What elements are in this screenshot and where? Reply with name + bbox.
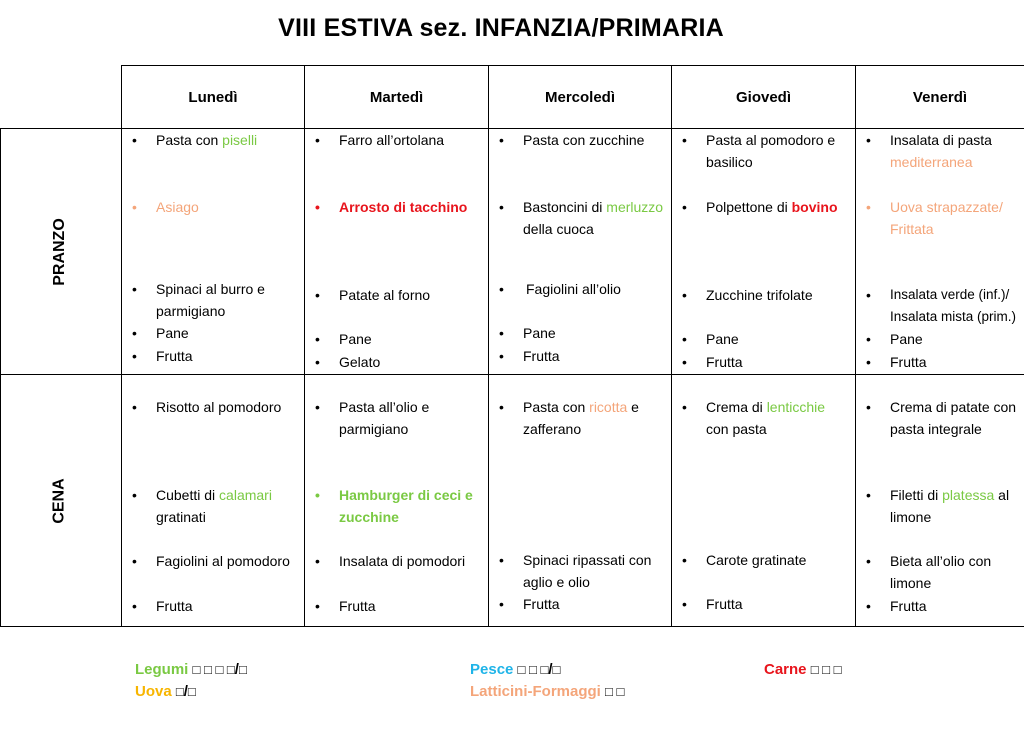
list-item: • Filetti di platessa al limone [856,484,1024,528]
list-item: • Pasta al pomodoro e basilico [672,129,851,173]
list-item: • Insalata di pomodori [305,550,484,572]
pranzo-bottom-border [0,374,1024,375]
list-item: • Pane [856,328,1024,350]
list-item: • Pane [305,328,484,350]
list-item: • Asiago [122,196,300,218]
pranzo-giovedi-cell [672,129,855,374]
list-item: • Crema di lenticchie con pasta [672,396,851,440]
legend-carne: Carne □ □ □ [764,661,842,678]
list-item: • Insalata di pasta mediterranea [856,129,1024,173]
list-item: • Fagiolini al pomodoro [122,550,300,572]
list-item: • Spinaci al burro e parmigiano [122,278,300,322]
list-item: • Pasta con piselli [122,129,300,151]
cena-giovedi-cell [672,396,855,626]
list-item: • Frutta [672,593,851,615]
list-item: • Bastoncini di merluzzo della cuoca [489,196,667,240]
list-item: • Pasta all’olio e parmigiano [305,396,484,440]
list-item: • Frutta [305,595,484,617]
list-item: • Pasta con ricotta e zafferano [489,396,667,440]
list-item: • Frutta [122,595,300,617]
pranzo-martedi-cell [305,129,488,374]
list-item: • Pasta con zucchine [489,129,667,151]
list-item: • Insalata verde (inf.)/ Insalata mista (prim.) [856,284,1024,328]
pranzo-venerdi-cell [856,129,1024,374]
row-label-pranzo: PRANZO [51,217,68,286]
day-header-martedi: Martedì [369,88,424,106]
list-item: • Frutta [856,595,1024,617]
list-item: • Patate al forno [305,284,484,306]
list-item: • Frutta [122,345,300,367]
day-header-giovedi: Giovedì [735,88,791,106]
list-item: • Pane [489,322,667,344]
list-item: • Carote gratinate [672,549,851,571]
list-item: • Cubetti di calamari gratinati [122,484,300,528]
list-item: • Fagiolini all’olio [489,278,667,300]
row-label-cena: CENA [51,477,68,524]
table-bottom-border [0,626,1024,627]
list-item: • Frutta [489,345,667,367]
list-item: • Pane [672,328,851,350]
list-item: • Zucchine trifolate [672,284,851,306]
list-item: • Pane [122,322,300,344]
list-item: • Polpettone di bovino [672,196,851,218]
list-item: • Frutta [856,351,1024,373]
pranzo-lunedi-cell [122,129,304,374]
legend-legumi: Legumi □ □ □ □/□ [135,661,247,678]
legend-pesce: Pesce □ □ □/□ [470,661,561,678]
day-header-venerdi: Venerdì [912,88,968,106]
legend-latticini: Latticini-Formaggi □ □ [470,683,625,700]
list-item: • Spinaci ripassati con aglio e olio [489,549,667,593]
list-item: • Frutta [672,351,851,373]
legend-uova: Uova □/□ [135,683,196,700]
list-item: • Farro all’ortolana [305,129,484,151]
page-title: VIII ESTIVA sez. INFANZIA/PRIMARIA [278,14,724,42]
day-header-lunedi: Lunedì [188,88,238,106]
list-item: • Risotto al pomodoro [122,396,300,418]
list-item: • Crema di patate con pasta integrale [856,396,1024,440]
list-item: • Arrosto di tacchino [305,196,484,218]
pranzo-mercoledi-cell [489,129,671,374]
day-header-mercoledi: Mercoledì [544,88,616,106]
cena-lunedi-cell [122,396,304,626]
list-item: • Hamburger di ceci e zucchine [305,484,484,528]
list-item: • Frutta [489,593,667,615]
cena-mercoledi-cell [489,396,671,626]
cena-venerdi-cell [856,396,1024,626]
list-item: • Uova strapazzate/ Frittata [856,196,1024,240]
list-item: • Gelato [305,351,484,373]
list-item: • Bieta all’olio con limone [856,550,1024,594]
cena-martedi-cell [305,396,488,626]
